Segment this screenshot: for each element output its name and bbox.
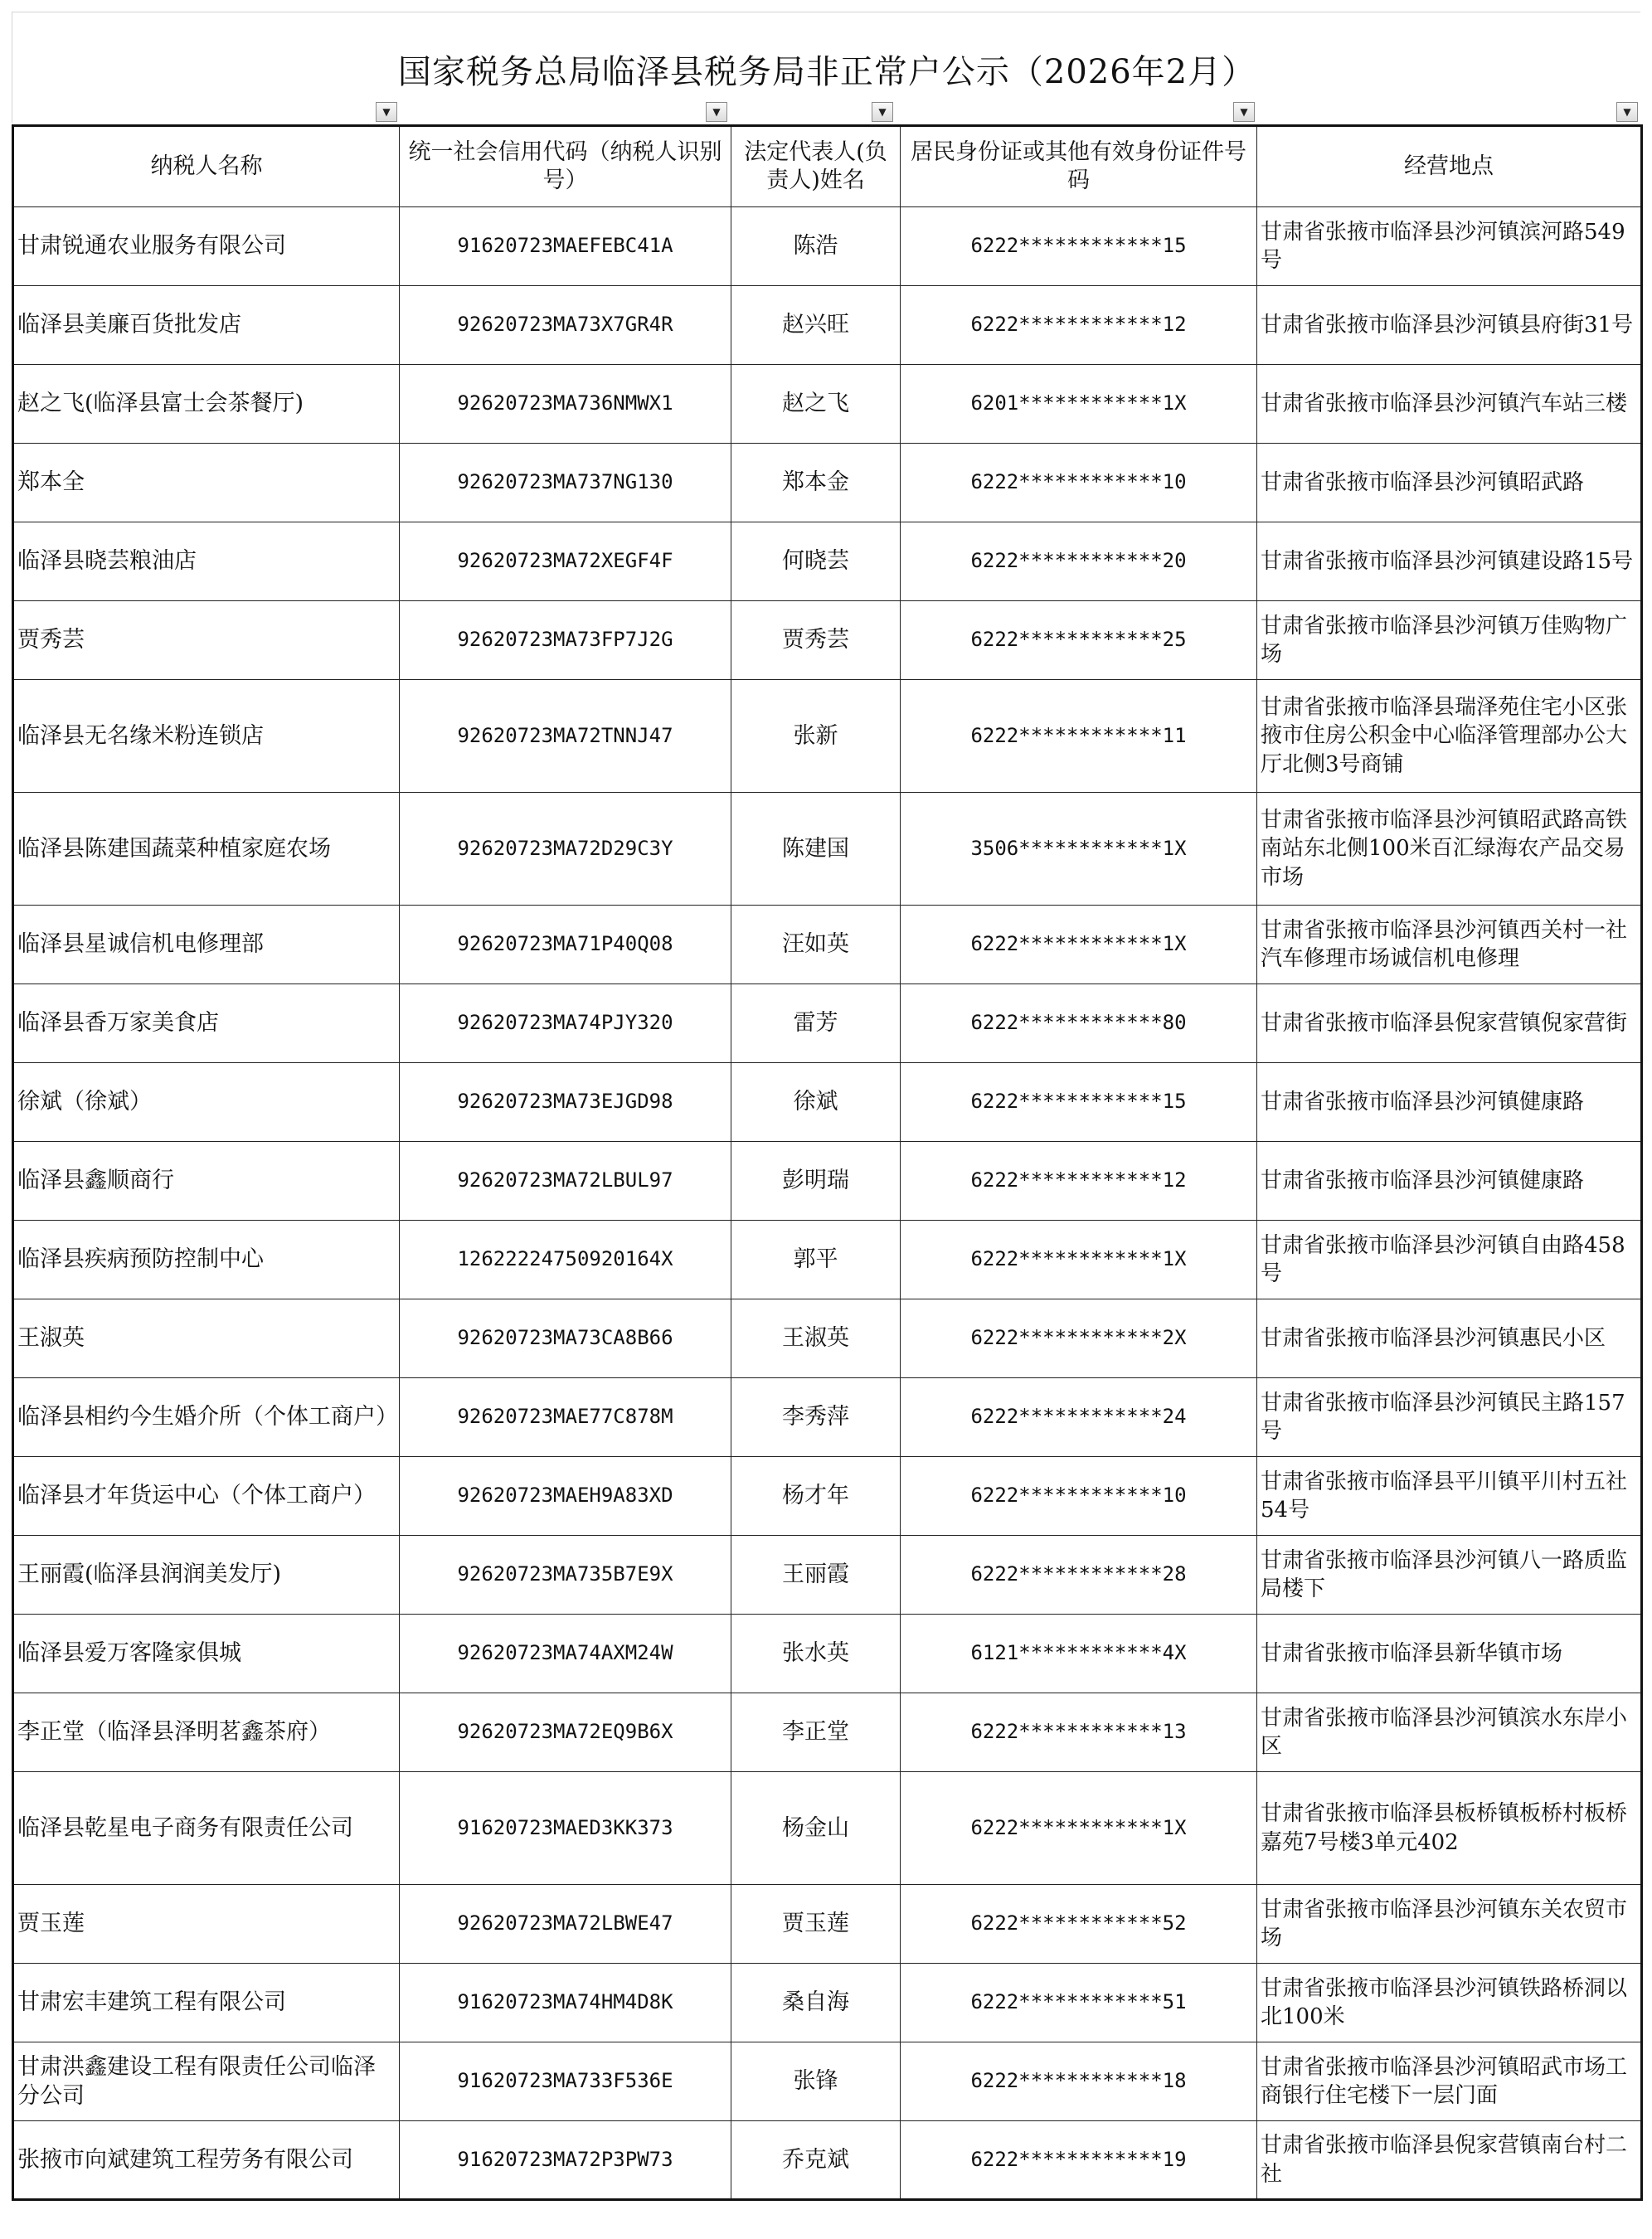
table-row: [13, 1615, 1642, 1693]
cell-code[interactable]: 92620723MA72XEGF4F: [400, 522, 731, 601]
table-row: [13, 1885, 1642, 1964]
cell-addr[interactable]: 甘肃省张掖市临泽县沙河镇惠民小区: [1257, 1299, 1642, 1378]
cell-legal[interactable]: 李秀萍: [731, 1378, 901, 1457]
cell-name[interactable]: 临泽县才年货运中心（个体工商户）: [13, 1457, 400, 1536]
table-row: [13, 2042, 1642, 2121]
table-row: [13, 1378, 1642, 1457]
table-row: [13, 1772, 1642, 1885]
cell-code[interactable]: 92620723MA72TNNJ47: [400, 680, 731, 793]
filter-button-code[interactable]: [706, 102, 727, 122]
cell-legal[interactable]: 王丽霞: [731, 1536, 901, 1615]
cell-name[interactable]: 临泽县无名缘米粉连锁店: [13, 680, 400, 793]
cell-idno[interactable]: 6222************12: [901, 1142, 1257, 1221]
table-row: [13, 793, 1642, 906]
cell-legal[interactable]: 彭明瑞: [731, 1142, 901, 1221]
cell-addr[interactable]: 甘肃省张掖市临泽县平川镇平川村五社54号: [1257, 1457, 1642, 1536]
table-row: [13, 680, 1642, 793]
cell-name[interactable]: 贾秀芸: [13, 601, 400, 680]
cell-code[interactable]: 92620723MA72LBWE47: [400, 1885, 731, 1964]
cell-idno[interactable]: 6222************51: [901, 1964, 1257, 2042]
filter-button-addr[interactable]: [1616, 102, 1638, 122]
cell-code[interactable]: 92620723MA73CA8B66: [400, 1299, 731, 1378]
cell-code[interactable]: 12622224750920164X: [400, 1221, 731, 1299]
cell-code[interactable]: 92620723MAEH9A83XD: [400, 1457, 731, 1536]
table-row: [13, 1964, 1642, 2042]
cell-addr[interactable]: 甘肃省张掖市临泽县沙河镇民主路157号: [1257, 1378, 1642, 1457]
filter-button-name[interactable]: [376, 102, 397, 122]
cell-idno[interactable]: 3506************1X: [901, 793, 1257, 906]
cell-idno[interactable]: 6121************4X: [901, 1615, 1257, 1693]
cell-code[interactable]: 91620723MA74HM4D8K: [400, 1964, 731, 2042]
taxpayer-table: [12, 124, 1643, 2201]
header-idno[interactable]: 居民身份证或其他有效身份证件号码: [901, 126, 1257, 207]
cell-addr[interactable]: 甘肃省张掖市临泽县新华镇市场: [1257, 1615, 1642, 1693]
table-row: [13, 522, 1642, 601]
cell-name[interactable]: 王淑英: [13, 1299, 400, 1378]
cell-addr[interactable]: 甘肃省张掖市临泽县沙河镇八一路质监局楼下: [1257, 1536, 1642, 1615]
cell-legal[interactable]: 杨才年: [731, 1457, 901, 1536]
cell-idno[interactable]: 6222************1X: [901, 1221, 1257, 1299]
cell-legal[interactable]: 赵兴旺: [731, 286, 901, 365]
cell-code[interactable]: 92620723MA72D29C3Y: [400, 793, 731, 906]
cell-code[interactable]: 91620723MA733F536E: [400, 2042, 731, 2121]
cell-code[interactable]: 92620723MA74AXM24W: [400, 1615, 731, 1693]
cell-name[interactable]: 临泽县疾病预防控制中心: [13, 1221, 400, 1299]
sheet: [12, 12, 1640, 2227]
cell-legal[interactable]: 郑本金: [731, 444, 901, 522]
cell-name[interactable]: 甘肃宏丰建筑工程有限公司: [13, 1964, 400, 2042]
table-row: [13, 444, 1642, 522]
cell-addr[interactable]: 甘肃省张掖市临泽县沙河镇昭武路: [1257, 444, 1642, 522]
cell-addr[interactable]: 甘肃省张掖市临泽县沙河镇滨河路549号: [1257, 207, 1642, 286]
cell-legal[interactable]: 张水英: [731, 1615, 901, 1693]
filter-button-legal[interactable]: [872, 102, 893, 122]
cell-idno[interactable]: 6222************15: [901, 207, 1257, 286]
cell-idno[interactable]: 6222************52: [901, 1885, 1257, 1964]
cell-code[interactable]: 91620723MAED3KK373: [400, 1772, 731, 1885]
table-row: [13, 207, 1642, 286]
cell-idno[interactable]: 6222************11: [901, 680, 1257, 793]
table-row: [13, 2121, 1642, 2200]
header-code[interactable]: 统一社会信用代码（纳税人识别号）: [400, 126, 731, 207]
cell-legal[interactable]: 赵之飞: [731, 365, 901, 444]
cell-name[interactable]: 甘肃锐通农业服务有限公司: [13, 207, 400, 286]
cell-addr[interactable]: 甘肃省张掖市临泽县沙河镇铁路桥洞以北100米: [1257, 1964, 1642, 2042]
cell-legal[interactable]: 杨金山: [731, 1772, 901, 1885]
cell-name[interactable]: 李正堂（临泽县泽明茗鑫茶府）: [13, 1693, 400, 1772]
cell-name[interactable]: 临泽县爱万客隆家俱城: [13, 1615, 400, 1693]
table-row: [13, 286, 1642, 365]
cell-code[interactable]: 92620723MA72LBUL97: [400, 1142, 731, 1221]
cell-addr[interactable]: 甘肃省张掖市临泽县沙河镇健康路: [1257, 1063, 1642, 1142]
cell-idno[interactable]: 6222************10: [901, 1457, 1257, 1536]
cell-code[interactable]: 92620723MA736NMWX1: [400, 365, 731, 444]
header-row: [13, 126, 1642, 207]
cell-legal[interactable]: 乔克斌: [731, 2121, 901, 2200]
header-addr[interactable]: 经营地点: [1257, 126, 1642, 207]
cell-code[interactable]: 92620723MA735B7E9X: [400, 1536, 731, 1615]
cell-idno[interactable]: 6222************19: [901, 2121, 1257, 2200]
cell-addr[interactable]: 甘肃省张掖市临泽县倪家营镇南台村二社: [1257, 2121, 1642, 2200]
cell-idno[interactable]: 6222************25: [901, 601, 1257, 680]
cell-addr[interactable]: 甘肃省张掖市临泽县沙河镇自由路458号: [1257, 1221, 1642, 1299]
cell-idno[interactable]: 6222************2X: [901, 1299, 1257, 1378]
dropdown-filter-icon: ▼: [1240, 106, 1248, 118]
cell-name[interactable]: 临泽县乾星电子商务有限责任公司: [13, 1772, 400, 1885]
cell-addr[interactable]: 甘肃省张掖市临泽县沙河镇县府街31号: [1257, 286, 1642, 365]
cell-idno[interactable]: 6201************1X: [901, 365, 1257, 444]
title-band: [12, 12, 1640, 123]
cell-legal[interactable]: 李正堂: [731, 1693, 901, 1772]
cell-name[interactable]: 郑本全: [13, 444, 400, 522]
cell-addr[interactable]: 甘肃省张掖市临泽县沙河镇万佳购物广场: [1257, 601, 1642, 680]
cell-name[interactable]: 甘肃洪鑫建设工程有限责任公司临泽分公司: [13, 2042, 400, 2121]
cell-legal[interactable]: 陈浩: [731, 207, 901, 286]
cell-idno[interactable]: 6222************1X: [901, 1772, 1257, 1885]
cell-name[interactable]: 张掖市向斌建筑工程劳务有限公司: [13, 2121, 400, 2200]
cell-legal[interactable]: 张锋: [731, 2042, 901, 2121]
page-title: 国家税务总局临泽县税务局非正常户公示（2026年2月）: [397, 53, 1256, 91]
cell-code[interactable]: 92620723MA71P40Q08: [400, 906, 731, 984]
cell-name[interactable]: 临泽县香万家美食店: [13, 984, 400, 1063]
dropdown-filter-icon: ▼: [382, 106, 391, 118]
cell-code[interactable]: 92620723MA74PJY320: [400, 984, 731, 1063]
cell-addr[interactable]: 甘肃省张掖市临泽县沙河镇东关农贸市场: [1257, 1885, 1642, 1964]
cell-addr[interactable]: 甘肃省张掖市临泽县倪家营镇倪家营街: [1257, 984, 1642, 1063]
cell-code[interactable]: 92620723MA72EQ9B6X: [400, 1693, 731, 1772]
table-row: [13, 365, 1642, 444]
cell-idno[interactable]: 6222************12: [901, 286, 1257, 365]
cell-name[interactable]: 临泽县星诚信机电修理部: [13, 906, 400, 984]
cell-idno[interactable]: 6222************13: [901, 1693, 1257, 1772]
cell-idno[interactable]: 6222************18: [901, 2042, 1257, 2121]
cell-code[interactable]: 92620723MA73FP7J2G: [400, 601, 731, 680]
dropdown-filter-icon: ▼: [1623, 106, 1631, 118]
cell-addr[interactable]: 甘肃省张掖市临泽县沙河镇建设路15号: [1257, 522, 1642, 601]
cell-legal[interactable]: 陈建国: [731, 793, 901, 906]
cell-name[interactable]: 临泽县陈建国蔬菜种植家庭农场: [13, 793, 400, 906]
cell-code[interactable]: 91620723MA72P3PW73: [400, 2121, 731, 2200]
cell-idno[interactable]: 6222************10: [901, 444, 1257, 522]
cell-name[interactable]: 临泽县美廉百货批发店: [13, 286, 400, 365]
cell-name[interactable]: 临泽县晓芸粮油店: [13, 522, 400, 601]
table-body: [13, 207, 1642, 2200]
cell-idno[interactable]: 6222************24: [901, 1378, 1257, 1457]
cell-legal[interactable]: 何晓芸: [731, 522, 901, 601]
cell-name[interactable]: 临泽县鑫顺商行: [13, 1142, 400, 1221]
cell-name[interactable]: 徐斌（徐斌）: [13, 1063, 400, 1142]
cell-legal[interactable]: 贾秀芸: [731, 601, 901, 680]
header-legal[interactable]: 法定代表人(负责人)姓名: [731, 126, 901, 207]
table-row: [13, 1142, 1642, 1221]
cell-code[interactable]: 92620723MAE77C878M: [400, 1378, 731, 1457]
cell-name[interactable]: 临泽县相约今生婚介所（个体工商户）: [13, 1378, 400, 1457]
table-row: [13, 1457, 1642, 1536]
cell-legal[interactable]: 王淑英: [731, 1299, 901, 1378]
cell-idno[interactable]: 6222************20: [901, 522, 1257, 601]
cell-legal[interactable]: 贾玉莲: [731, 1885, 901, 1964]
cell-legal[interactable]: 汪如英: [731, 906, 901, 984]
cell-addr[interactable]: 甘肃省张掖市临泽县沙河镇汽车站三楼: [1257, 365, 1642, 444]
table-row: [13, 984, 1642, 1063]
cell-name[interactable]: 贾玉莲: [13, 1885, 400, 1964]
cell-addr[interactable]: 甘肃省张掖市临泽县瑞泽苑住宅小区张掖市住房公积金中心临泽管理部办公大厅北侧3号商铺: [1257, 680, 1642, 793]
cell-addr[interactable]: 甘肃省张掖市临泽县沙河镇西关村一社汽车修理市场诚信机电修理: [1257, 906, 1642, 984]
cell-addr[interactable]: 甘肃省张掖市临泽县板桥镇板桥村板桥嘉苑7号楼3单元402: [1257, 1772, 1642, 1885]
cell-idno[interactable]: 6222************80: [901, 984, 1257, 1063]
cell-idno[interactable]: 6222************28: [901, 1536, 1257, 1615]
cell-code[interactable]: 92620723MA73X7GR4R: [400, 286, 731, 365]
table-row: [13, 601, 1642, 680]
cell-addr[interactable]: 甘肃省张掖市临泽县沙河镇昭武路高铁南站东北侧100米百汇绿海农产品交易市场: [1257, 793, 1642, 906]
dropdown-filter-icon: ▼: [712, 106, 721, 118]
cell-legal[interactable]: 郭平: [731, 1221, 901, 1299]
table-row: [13, 1221, 1642, 1299]
table-row: [13, 1536, 1642, 1615]
table-row: [13, 1063, 1642, 1142]
cell-addr[interactable]: 甘肃省张掖市临泽县沙河镇滨水东岸小区: [1257, 1693, 1642, 1772]
cell-legal[interactable]: 张新: [731, 680, 901, 793]
cell-name[interactable]: 赵之飞(临泽县富士会茶餐厅): [13, 365, 400, 444]
cell-legal[interactable]: 徐斌: [731, 1063, 901, 1142]
dropdown-filter-icon: ▼: [878, 106, 887, 118]
cell-idno[interactable]: 6222************1X: [901, 906, 1257, 984]
cell-legal[interactable]: 桑自海: [731, 1964, 901, 2042]
header-name[interactable]: 纳税人名称: [13, 126, 400, 207]
cell-code[interactable]: 91620723MAEFEBC41A: [400, 207, 731, 286]
table-row: [13, 1299, 1642, 1378]
filter-button-idno[interactable]: [1233, 102, 1255, 122]
cell-addr[interactable]: 甘肃省张掖市临泽县沙河镇昭武市场工商银行住宅楼下一层门面: [1257, 2042, 1642, 2121]
table-row: [13, 1693, 1642, 1772]
cell-addr[interactable]: 甘肃省张掖市临泽县沙河镇健康路: [1257, 1142, 1642, 1221]
cell-legal[interactable]: 雷芳: [731, 984, 901, 1063]
table-row: [13, 906, 1642, 984]
cell-idno[interactable]: 6222************15: [901, 1063, 1257, 1142]
cell-code[interactable]: 92620723MA73EJGD98: [400, 1063, 731, 1142]
cell-name[interactable]: 王丽霞(临泽县润润美发厅): [13, 1536, 400, 1615]
cell-code[interactable]: 92620723MA737NG130: [400, 444, 731, 522]
